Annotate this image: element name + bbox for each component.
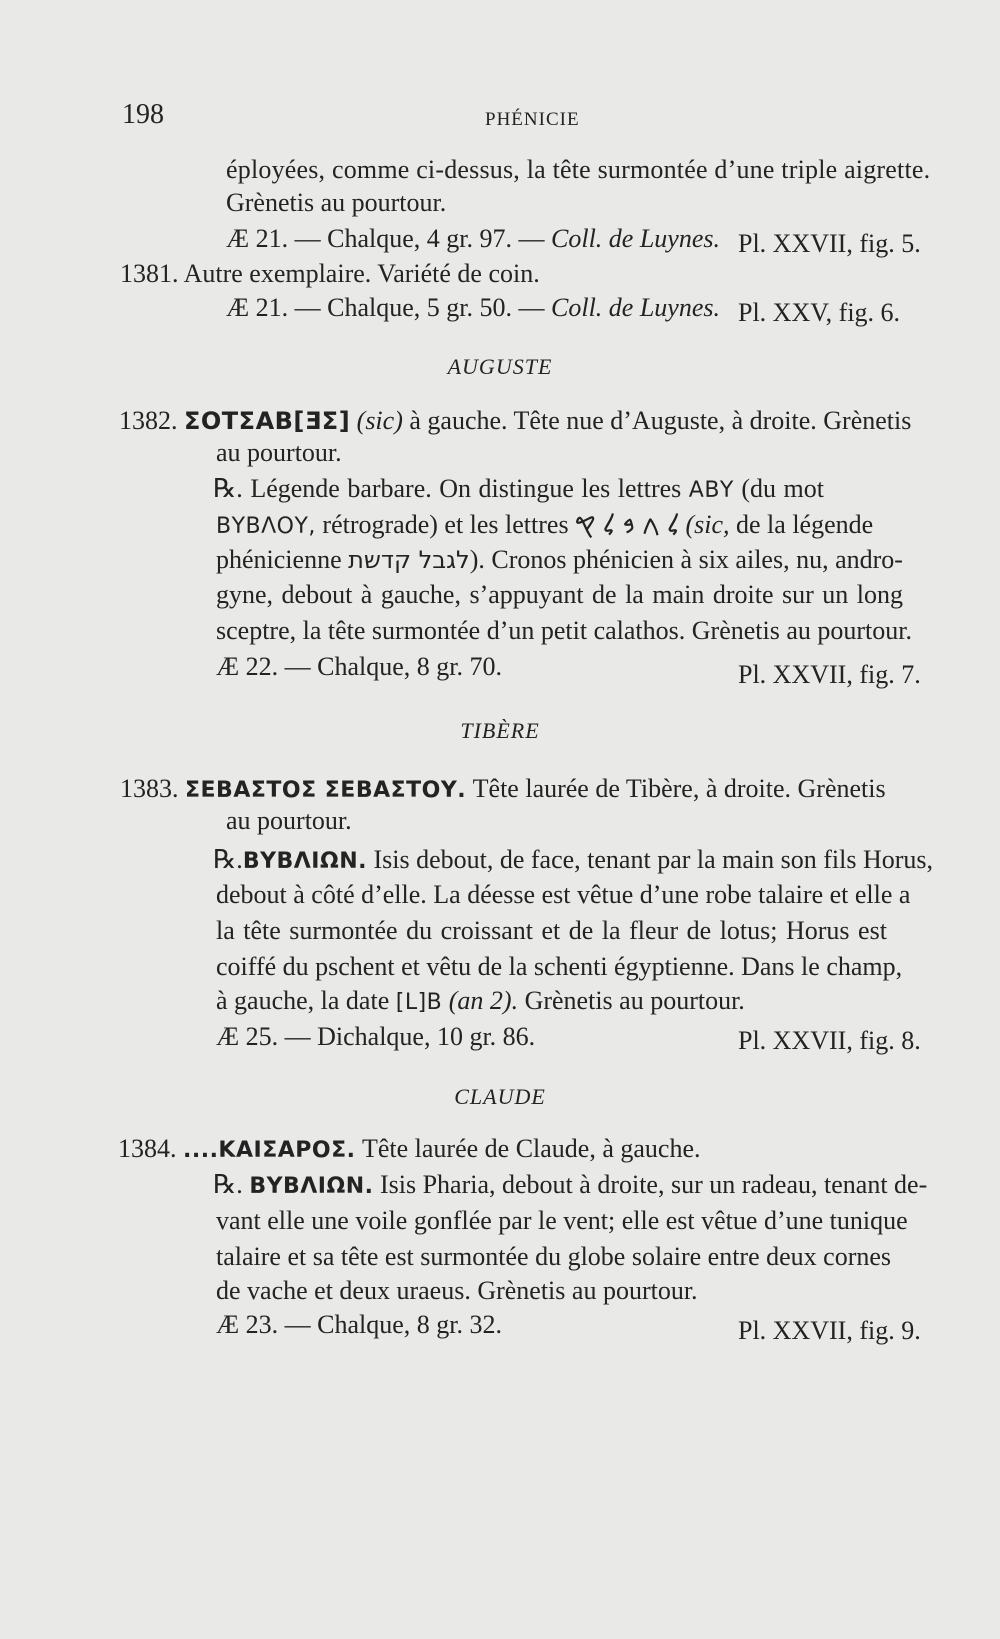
- entry-1381-line-1: [120, 259, 540, 289]
- entry-1382-line-5: [216, 545, 903, 575]
- entry-1383-line-3: [213, 845, 933, 877]
- entry-1383-reverse-text: Isis debout, de face, tenant par la main son fils Horus,: [373, 845, 934, 874]
- entry-1384-line-4: talaire et sa tête est surmontée du globe solaire entre deux cornes: [216, 1242, 892, 1271]
- entry-1384-line-1: [118, 1134, 701, 1166]
- entry-1383-line-5: la tête surmontée du croissant et de la fleur de lotus; Horus est: [216, 916, 887, 945]
- entry-1381-number: 1381.: [120, 259, 179, 288]
- entry-1384-spec: Æ 23. — Chalque, 8 gr. 32.: [216, 1310, 502, 1339]
- entry-1382-line-4-end: de la légende: [736, 510, 874, 539]
- entry-1382-number: 1382.: [119, 406, 178, 435]
- reverse-symbol: ℞.: [213, 1170, 243, 1199]
- entry-1381-spec-line: [226, 293, 720, 323]
- entry-1383-line-2: au pourtour.: [226, 806, 352, 835]
- entry-1382-phoenician-letters: 𐤋 𐤂 𐤁 𐤋 𐤒: [575, 511, 679, 539]
- entry-1382-hebrew-legend: לגבל קדשת: [348, 546, 470, 574]
- entry-1382-line-5-rest: ). Cronos phénicien à six ailes, nu, andro-: [469, 545, 903, 574]
- entry-1383-legend: ΣΕΒΑΣΤΟΣ ΣΕΒΑΣΤΟΥ.: [185, 778, 467, 803]
- entry-1380-collection: Coll. de Luynes.: [551, 224, 720, 253]
- entry-1383-line-7-end: Grènetis au pourtour.: [524, 986, 745, 1015]
- entry-1383-line-4: debout à côté d’elle. La déesse est vêtue d’une robe talaire et elle a: [216, 880, 911, 909]
- entry-1382-sic: (sic): [356, 406, 403, 435]
- reverse-symbol: ℞.: [213, 845, 243, 874]
- entry-1384-reverse-text: Isis Pharia, debout à droite, sur un radeau, tenant de-: [379, 1170, 928, 1199]
- entry-1384-reverse-legend: ΒΥΒΛΙΩΝ.: [249, 1174, 374, 1199]
- entry-1381-plate: Pl. XXV, fig. 6.: [738, 298, 901, 327]
- entry-1381-spec: Æ 21. — Chalque, 5 gr. 50. —: [226, 293, 545, 322]
- entry-1383-line-7-start: à gauche, la date: [216, 986, 390, 1015]
- entry-1384-line-2: [213, 1170, 927, 1202]
- entry-1381-text: Autre exemplaire. Variété de coin.: [183, 259, 540, 288]
- entry-1382-greek-word: ΒΥΒΛΟΥ,: [216, 514, 316, 539]
- entry-1382-reverse-text: Légende barbare. On distingue les lettres: [250, 474, 682, 503]
- entry-1382-line-3-end: (du mot: [741, 474, 824, 503]
- entry-1380-line-2: Grènetis au pourtour.: [226, 188, 447, 217]
- entry-1382-line-2: au pourtour.: [216, 438, 342, 467]
- section-heading-tibere: TIBÈRE: [460, 718, 540, 743]
- entry-1382-line-3: [213, 474, 824, 506]
- entry-1382-line-5-start: phénicienne: [216, 545, 342, 574]
- entry-1382-line-4: [216, 510, 873, 542]
- entry-1383-line-7: [216, 986, 745, 1018]
- entry-1384-plate: Pl. XXVII, fig. 9.: [738, 1316, 921, 1345]
- entry-1382-legend: ΣOTΣAB[ƎΣ]: [184, 407, 351, 435]
- entry-1383-date: [L]B: [395, 990, 443, 1015]
- entry-1382-line-1: [119, 406, 911, 436]
- entry-1383-obverse-text: Tête laurée de Tibère, à droite. Grènetis: [472, 774, 886, 803]
- section-heading-claude: CLAUDE: [454, 1084, 546, 1109]
- entry-1380-plate: Pl. XXVII, fig. 5.: [738, 229, 921, 258]
- entry-1380-line-1: éployées, comme ci-dessus, la tête surmontée d’une triple aigrette.: [226, 155, 931, 184]
- entry-1382-obverse-text: à gauche. Tête nue d’Auguste, à droite. Grènetis: [409, 406, 912, 435]
- entry-1382-spec: Æ 22. — Chalque, 8 gr. 70.: [216, 652, 502, 681]
- entry-1382-line-6: gyne, debout à gauche, s’appuyant de la main droite sur un long: [216, 580, 903, 609]
- entry-1383-year: (an 2).: [448, 986, 519, 1015]
- entry-1380-spec-line: [226, 224, 720, 254]
- entry-1383-line-1: [120, 774, 886, 806]
- entry-1384-obverse-text: Tête laurée de Claude, à gauche.: [361, 1134, 701, 1163]
- reverse-symbol: ℞.: [213, 474, 243, 503]
- running-title: PHÉNICIE: [485, 109, 580, 130]
- entry-1384-legend: ....ΚΑΙΣΑΡΟΣ.: [183, 1138, 356, 1163]
- entry-1382-sic-2: (sic,: [685, 510, 730, 539]
- entry-1380-spec: Æ 21. — Chalque, 4 gr. 97. —: [226, 224, 545, 253]
- entry-1383-number: 1383.: [120, 774, 179, 803]
- entry-1383-plate: Pl. XXVII, fig. 8.: [738, 1026, 921, 1055]
- entry-1383-line-6: coiffé du pschent et vêtu de la schenti égyptienne. Dans le champ,: [216, 952, 903, 981]
- entry-1382-line-7: sceptre, la tête surmontée d’un petit calathos. Grènetis au pourtour.: [216, 616, 912, 645]
- entry-1383-spec: Æ 25. — Dichalque, 10 gr. 86.: [216, 1022, 536, 1051]
- entry-1382-line-4-mid: rétrograde) et les lettres: [322, 510, 569, 539]
- entry-1384-number: 1384.: [118, 1134, 177, 1163]
- entry-1384-line-5: de vache et deux uraeus. Grènetis au pourtour.: [216, 1276, 698, 1305]
- page-number: 198: [122, 99, 164, 130]
- entry-1384-line-3: vant elle une voile gonflée par le vent; elle est vêtue d’une tunique: [216, 1206, 908, 1235]
- section-heading-auguste: AUGUSTE: [447, 354, 553, 379]
- entry-1382-greek-letters: ΑΒΥ: [688, 478, 734, 503]
- entry-1383-reverse-legend: ΒΥΒΛΙΩΝ.: [242, 849, 367, 874]
- entry-1381-collection: Coll. de Luynes.: [551, 293, 720, 322]
- entry-1382-plate: Pl. XXVII, fig. 7.: [738, 660, 921, 689]
